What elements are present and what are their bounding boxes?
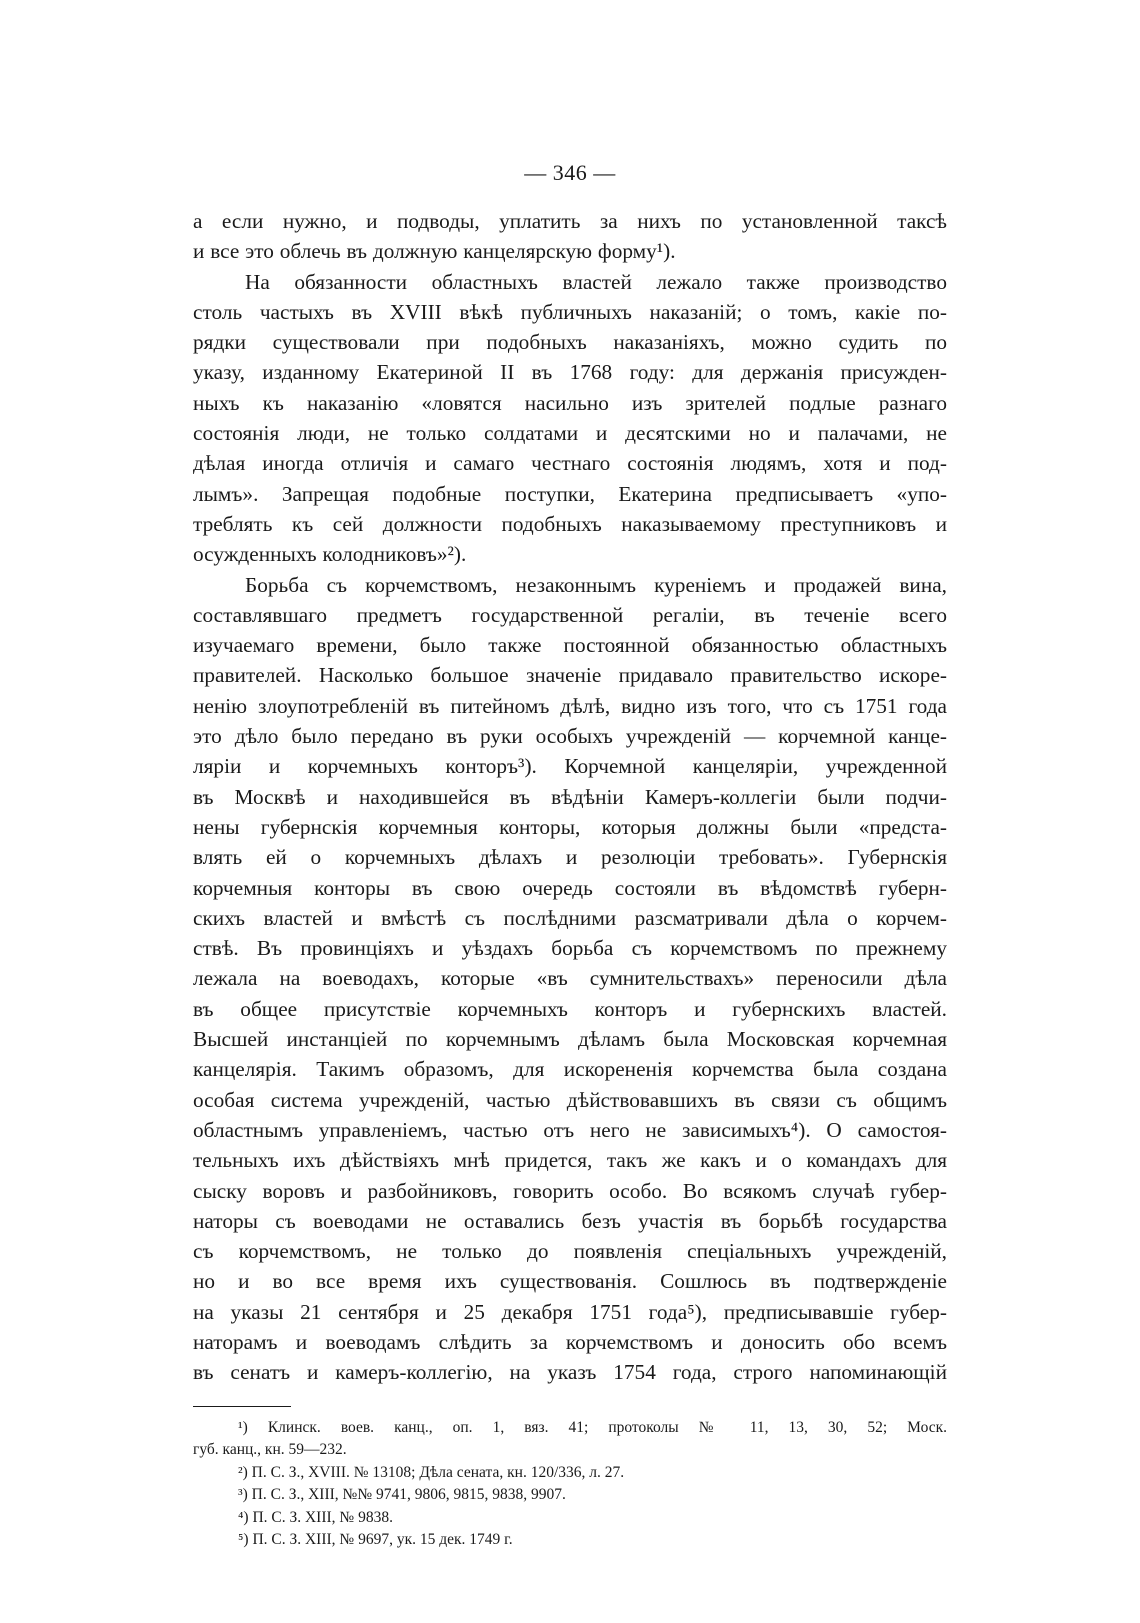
text-line: ненію злоупотребленій въ питейномъ дѣлѣ, видно изъ того, что съ 1751 года [193,693,947,718]
text-line: въ сенатъ и камеръ-коллегію, на указъ 1754 года, строго напоминающій [193,1360,947,1385]
footnote: губ. канц., кн. 59—232. [193,1441,347,1459]
footnote: ¹) Клинск. воев. канц., оп. 1, вяз. 41; протоколы № 11, 13, 30, 52; Моск. [238,1418,947,1436]
text-line: областнымъ управленіемъ, частью отъ него не зависимыхъ⁴). О самостоя- [193,1117,947,1142]
text-line: ствѣ. Въ провинціяхъ и уѣздахъ борьба съ корчемствомъ по прежнему [193,936,947,961]
text-line: указу, изданному Екатериной II въ 1768 году: для держанія присужден- [193,360,947,385]
text-line: осужденныхъ колодниковъ»²). [193,542,467,567]
book-page [193,158,947,1552]
text-line: на указы 21 сентября и 25 декабря 1751 года⁵), предписывавшіе губер- [193,1299,947,1324]
text-line: наторамъ и воеводамъ слѣдить за корчемствомъ и доносить обо всемъ [193,1329,947,1354]
text-line: ныхъ къ наказанію «ловятся насильно изъ зрителей подлые разнаго [193,390,947,415]
text-line: въ общее присутствіе корчемныхъ конторъ и губернскихъ властей. [193,996,947,1021]
text-line: изучаемаго времени, было также постоянной обязанностью областныхъ [193,633,947,658]
text-line: лымъ». Запрещая подобные поступки, Екатерина предписываетъ «упо- [193,481,947,506]
text-line: въ Москвѣ и находившейся въ вѣдѣніи Камеръ-коллегіи были подчи- [193,784,947,809]
text-line: рядки существовали при подобныхъ наказаніяхъ, можно судить по [193,330,947,355]
text-line: правителей. Насколько большое значеніе придавало правительство искоре- [193,663,947,688]
text-line: наторы съ воеводами не оставались безъ участія въ борьбѣ государства [193,1208,947,1233]
text-line: скихъ властей и вмѣстѣ съ послѣдними разсматривали дѣла о корчем- [193,905,947,930]
text-line: нены губернскія корчемныя конторы, которыя должны были «предста- [193,814,947,839]
page-number: — 346 — [524,160,616,185]
text-line: и все это облечь въ должную канцелярскую форму¹). [193,239,676,264]
footnote-separator [193,1406,291,1407]
text-line: корчемныя конторы въ свою очередь состояли въ вѣдомствѣ губерн- [193,875,947,900]
text-line: съ корчемствомъ, не только до появленія спеціальныхъ учрежденій, [193,1239,947,1264]
text-line: тельныхъ ихъ дѣйствіяхъ мнѣ придется, такъ же какъ и о командахъ для [193,1148,947,1173]
text-line: лежала на воеводахъ, которые «въ сумнительствахъ» переносили дѣла [193,966,947,991]
text-line: треблять къ сей должности подобныхъ наказываемому преступниковъ и [193,511,947,536]
footnote: ⁴) П. С. З. XIII, № 9838. [238,1508,393,1526]
text-line: дѣлая иногда отличія и самаго честнаго состоянія людямъ, хотя и под- [193,451,947,476]
text-line: особая система учрежденій, частью дѣйствовавшихъ въ связи съ общимъ [193,1087,947,1112]
text-line: сыску воровъ и разбойниковъ, говорить особо. Во всякомъ случаѣ губер- [193,1178,947,1203]
footnote: ²) П. С. З., XVIII. № 13108; Дѣла сената, кн. 120/336, л. 27. [238,1463,625,1481]
text-line: Высшей инстанціей по корчемнымъ дѣламъ была Московская корчемная [193,1027,947,1052]
text-line: составлявшаго предметъ государственной регаліи, въ теченіе всего [193,602,947,627]
text-line: столь частыхъ въ XVIII вѣкѣ публичныхъ наказаній; о томъ, какіе по- [193,299,947,324]
text-line: Борьба съ корчемствомъ, незаконнымъ куреніемъ и продажей вина, [245,572,947,597]
footnotes [193,1417,947,1552]
text-line: а если нужно, и подводы, уплатить за нихъ по установленной таксѣ [193,209,947,233]
footnote: ⁵) П. С. З. XIII, № 9697, ук. 15 дек. 1749 г. [238,1531,513,1549]
main-text [193,206,947,1388]
text-line: но и во все время ихъ существованія. Сошлюсь въ подтвержденіе [193,1269,947,1294]
text-line: это дѣло было передано въ руки особыхъ учрежденій — корчемной канце- [193,724,947,749]
text-line: состоянія люди, не только солдатами и десятскими но и палачами, не [193,421,947,446]
text-line: ляріи и корчемныхъ конторъ³). Корчемной канцеляріи, учрежденной [193,754,947,779]
text-line: канцелярія. Такимъ образомъ, для искорененія корчемства была создана [193,1057,947,1082]
text-line: влять ей о корчемныхъ дѣлахъ и резолюціи требовать». Губернскія [193,845,947,870]
text-line: На обязанности областныхъ властей лежало также производство [245,269,947,294]
footnote: ³) П. С. З., XIII, №№ 9741, 9806, 9815, 9838, 9907. [238,1486,566,1504]
